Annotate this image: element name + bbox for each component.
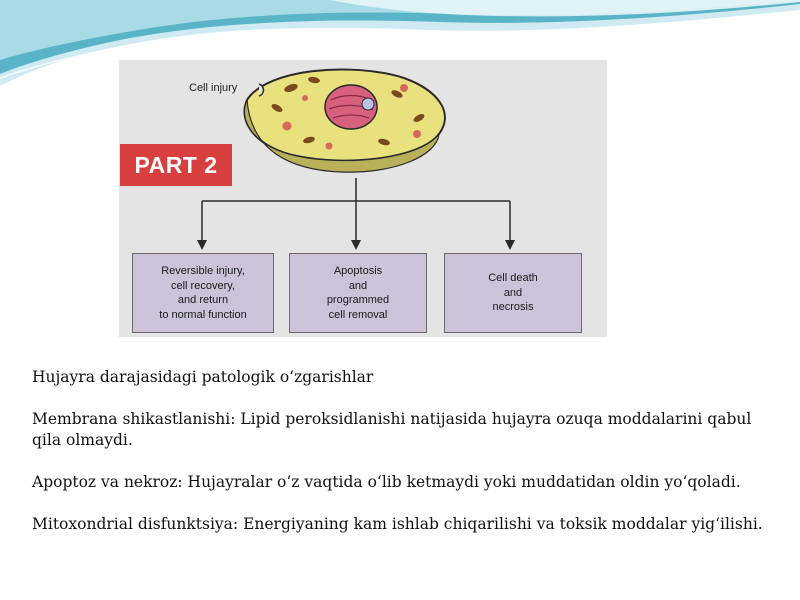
- nucleolus: [362, 98, 374, 110]
- outcome-line: Apoptosis: [333, 265, 383, 277]
- arrow-head-left: [197, 240, 207, 250]
- paragraph-membrane: Membrana shikastlanishi: Lipid peroksidlanishi natijasida hujayra ozuqa moddalarini qabul qila olmaydi.: [32, 410, 752, 449]
- outcome-line: and return: [177, 294, 229, 306]
- outcome-line: cell recovery,: [171, 279, 235, 292]
- paragraph-mitochondria: Mitoxondrial disfunktsiya: Energiyaning kam ishlab chiqarilishi va toksik moddalar yig‘ilishi.: [32, 515, 763, 533]
- cell-injury-diagram: [119, 60, 607, 337]
- outcome-line: Reversible injury,: [161, 265, 245, 277]
- outcome-line: and: [503, 286, 523, 299]
- outcome-line: programmed: [326, 294, 390, 306]
- cell-injury-label: Cell injury: [189, 82, 238, 94]
- part-badge: PART 2: [120, 144, 232, 186]
- outcome-box-apoptosis: [289, 253, 427, 333]
- outcome-line: cell removal: [328, 308, 388, 321]
- outcome-line: to normal function: [159, 308, 247, 321]
- text-content: [32, 367, 777, 535]
- arrow-head-right: [505, 240, 515, 250]
- outcome-line: and: [348, 279, 368, 292]
- outcome-box-reversible: [132, 253, 274, 333]
- outcome-line: Cell death: [488, 272, 538, 285]
- cell-illustration: [244, 69, 444, 172]
- outcome-line: necrosis: [492, 301, 534, 314]
- outcome-box-necrosis: [444, 253, 582, 333]
- paragraph-apoptosis: Apoptoz va nekroz: Hujayralar o‘z vaqtida o‘lib ketmaydi yoki muddatidan oldin yo‘qoladi.: [32, 473, 741, 491]
- section-heading: Hujayra darajasidagi patologik o‘zgarishlar: [32, 368, 374, 386]
- connector-lines: [202, 178, 510, 242]
- arrow-heads: [197, 240, 515, 250]
- arrow-head-middle: [351, 240, 361, 250]
